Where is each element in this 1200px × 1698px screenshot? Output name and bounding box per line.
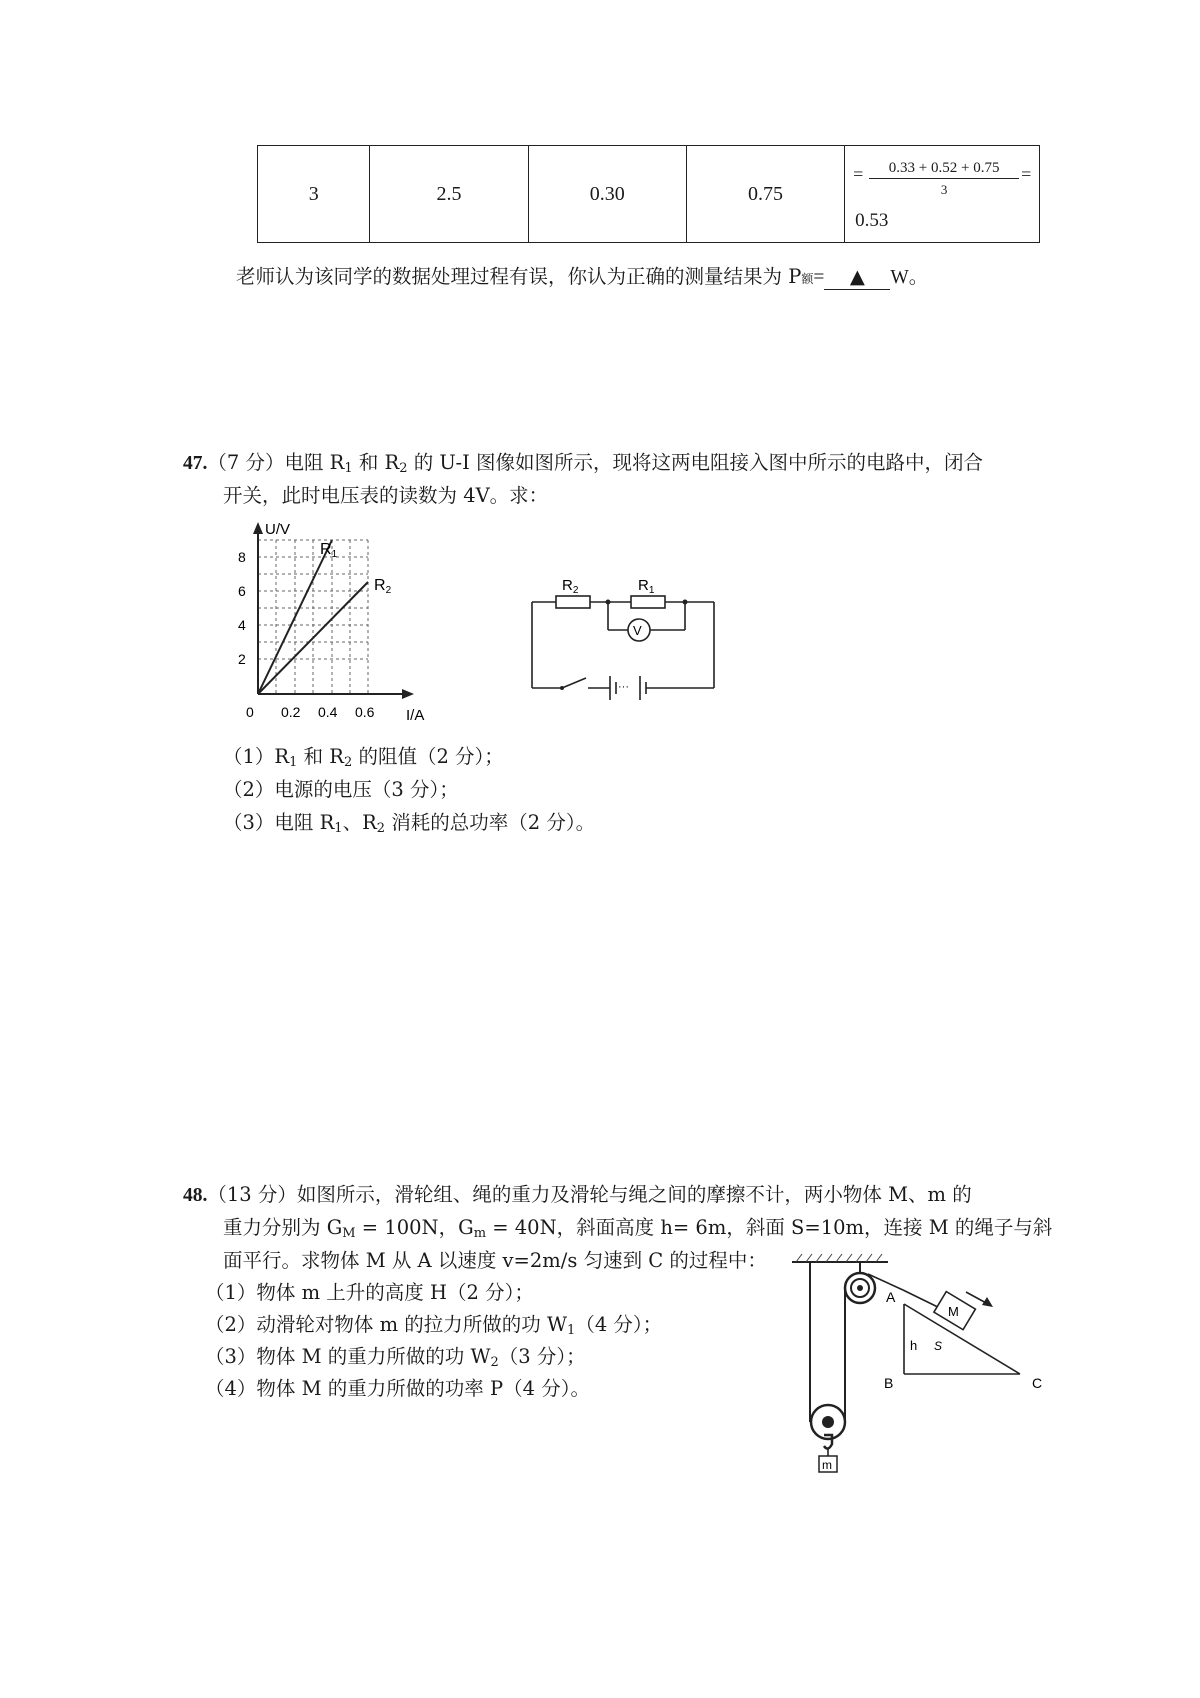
q47-line1: 47.（7 分）电阻 $R_1$ 和 $R_2$ 的 U-I 图像如图所示，现将这两电阻接入图中所示的电路中，闭合 — [183, 451, 984, 476]
q48-line2: 重力分别为 $G_M = 100N$，$G_m = 40N$，斜面高度 h= 6m，斜面 S=10m，连接 M 的绳子与斜 — [223, 1216, 1053, 1241]
formula-numerator: 0.33 + 0.52 + 0.75 — [869, 158, 1019, 179]
table-cell: 2.5 — [370, 146, 528, 243]
formula-denominator: 3 — [940, 182, 948, 197]
svg-text:6: 6 — [238, 583, 246, 599]
q47-sub3: （3）电阻 $R_1$、$R_2$ 消耗的总功率（2 分）。 — [223, 811, 596, 836]
formula-result: 0.53 — [855, 210, 889, 231]
table-cell: 0.75 — [686, 146, 844, 243]
svg-text:4: 4 — [238, 617, 246, 633]
x-axis-label: I/A — [406, 707, 425, 724]
formula-prefix: = — [853, 164, 864, 184]
mass-m-label: m — [822, 1458, 832, 1472]
teacher-note: 老师认为该同学的数据处理过程有误，你认为正确的测量结果为 P额= ▲ W。 — [236, 265, 929, 288]
q48-line1: 48.（13 分）如图所示，滑轮组、绳的重力及滑轮与绳之间的摩擦不计，两小物体 M、m 的 — [183, 1183, 972, 1206]
q47-sub2: （2）电源的电压（3 分）； — [223, 778, 459, 801]
formula-cell — [845, 146, 1040, 243]
svg-text:0: 0 — [246, 704, 254, 720]
y-axis-label: U/V — [265, 521, 291, 538]
question-number: 47. — [183, 453, 208, 474]
question-number: 48. — [183, 1185, 208, 1206]
height-h: h — [910, 1338, 918, 1353]
svg-text:0.2: 0.2 — [281, 704, 301, 720]
q48-sub1: （1）物体 m 上升的高度 H（2 分）； — [205, 1281, 534, 1304]
point-A: A — [886, 1289, 896, 1305]
svg-text:2: 2 — [238, 651, 246, 667]
svg-text:8: 8 — [238, 549, 246, 565]
q48-line3: 面平行。求物体 M 从 A 以速度 v=2m/s 匀速到 C 的过程中： — [223, 1249, 767, 1272]
data-table — [257, 145, 1040, 243]
r1-line — [258, 540, 332, 694]
point-B: B — [884, 1375, 894, 1391]
circuit-r1-label: $R_1$ — [638, 577, 655, 596]
r2-line — [258, 582, 368, 694]
q47-line2: 开关，此时电压表的读数为 4V。求： — [223, 484, 549, 507]
q48-sub4: （4）物体 M 的重力所做的功率 P（4 分）。 — [205, 1377, 590, 1400]
svg-text:0.6: 0.6 — [355, 704, 375, 720]
circuit-r2-label: $R_2$ — [562, 577, 579, 596]
circuit-diagram — [528, 568, 718, 708]
r2-label: R2 — [374, 577, 392, 596]
block-M-label: M — [948, 1304, 959, 1319]
answer-blank: ▲ — [824, 265, 890, 290]
pulley-incline-figure — [788, 1252, 1060, 1477]
battery-dots: ··· — [618, 681, 629, 693]
q48-sub3: （3）物体 M 的重力所做的功 $W_2(3$ 分）； — [205, 1345, 586, 1370]
q48-sub2: （2）动滑轮对物体 m 的拉力所做的功 $W_1(4$ 分）； — [205, 1313, 663, 1338]
slope-S: S — [934, 1339, 943, 1353]
table-row — [258, 146, 1040, 243]
table-cell: 0.30 — [528, 146, 686, 243]
point-C: C — [1032, 1375, 1043, 1391]
r1-label: R1 — [320, 541, 338, 560]
q47-sub1: $(1)R_1$ 和 $R_2$ 的阻值（2 分）； — [223, 745, 504, 770]
svg-text:0.4: 0.4 — [318, 704, 338, 720]
ui-graph — [228, 520, 428, 730]
voltmeter-label: V — [633, 623, 642, 638]
table-cell: 3 — [258, 146, 370, 243]
formula-suffix: = — [1021, 164, 1032, 184]
